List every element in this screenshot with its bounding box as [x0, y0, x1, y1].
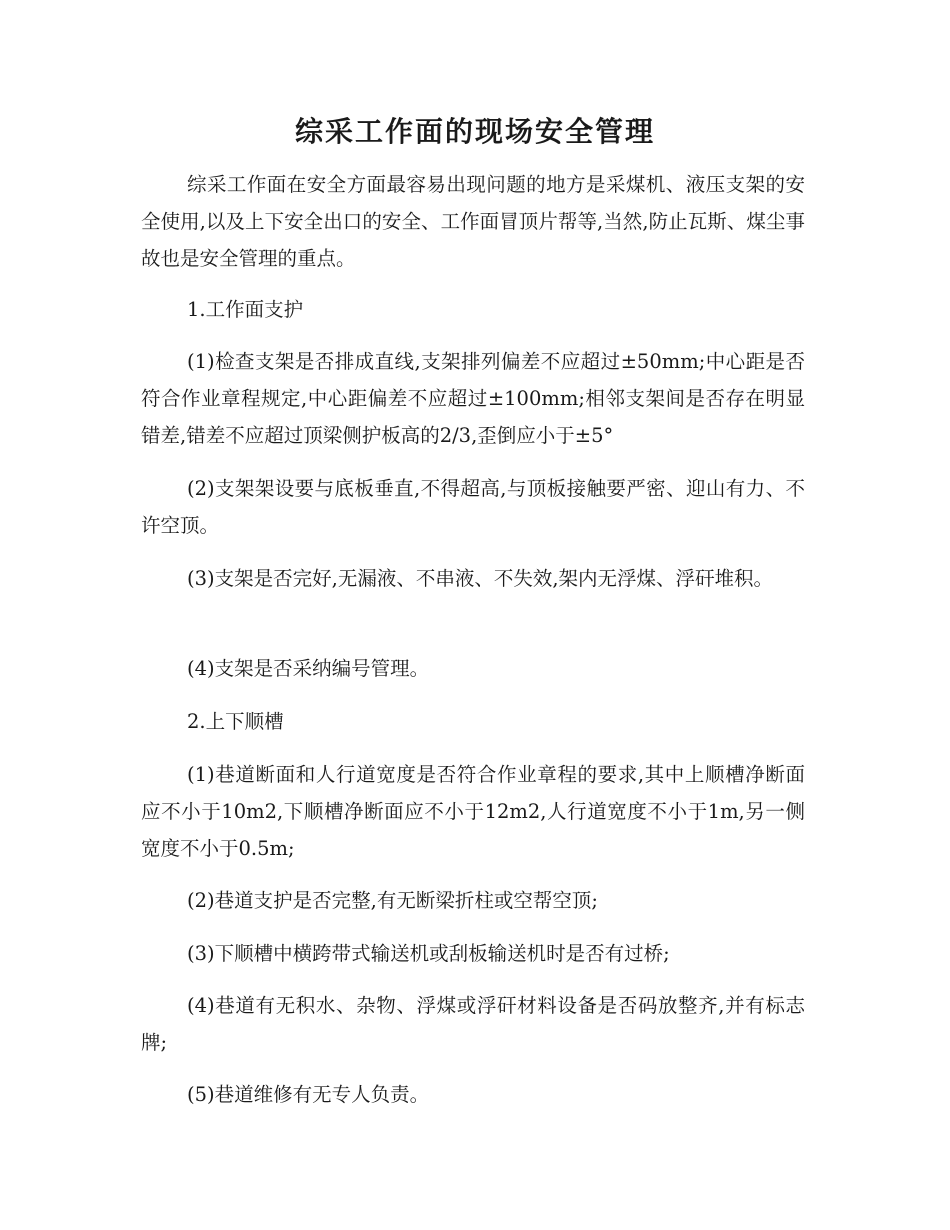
intro-paragraph: 综采工作面在安全方面最容易出现问题的地方是采煤机、液压支架的安全使用,以及上下安全出口的安全、工作面冒顶片帮等,当然,防止瓦斯、煤尘事故也是安全管理的重点。	[141, 173, 805, 270]
roadway-item-4: (4)巷道有无积水、杂物、浮煤或浮矸材料设备是否码放整齐,并有标志牌;	[141, 994, 805, 1054]
roadway-item-3: (3)下顺槽中横跨带式输送机或刮板输送机时是否有过桥;	[187, 942, 670, 965]
roadway-item-2: (2)巷道支护是否完整,有无断梁折柱或空帮空顶;	[187, 889, 598, 912]
roadway-item-1: (1)巷道断面和人行道宽度是否符合作业章程的要求,其中上顺槽净断面应不小于10m2,下顺槽净断面应不小于12m2,人行道宽度不小于1m,另一侧宽度不小于0.5m;	[141, 763, 805, 860]
support-item-2: (2)支架架设要与底板垂直,不得超高,与顶板接触要严密、迎山有力、不许空顶。	[141, 477, 805, 537]
section-heading-roadway: 2.上下顺槽	[187, 710, 284, 733]
support-item-1: (1)检查支架是否排成直线,支架排列偏差不应超过±50mm;中心距是否符合作业章程规定,中心距偏差不应超过±100mm;相邻支架间是否存在明显错差,错差不应超过顶梁侧护板高的2/3,歪倒应小于±5°	[141, 350, 805, 447]
support-item-4: (4)支架是否采纳编号管理。	[187, 657, 430, 680]
section-heading-support: 1.工作面支护	[187, 298, 304, 321]
roadway-item-5: (5)巷道维修有无专人负责。	[187, 1083, 430, 1106]
document-title: 综采工作面的现场安全管理	[294, 115, 655, 148]
support-item-3: (3)支架是否完好,无漏液、不串液、不失效,架内无浮煤、浮矸堆积。	[187, 567, 774, 590]
